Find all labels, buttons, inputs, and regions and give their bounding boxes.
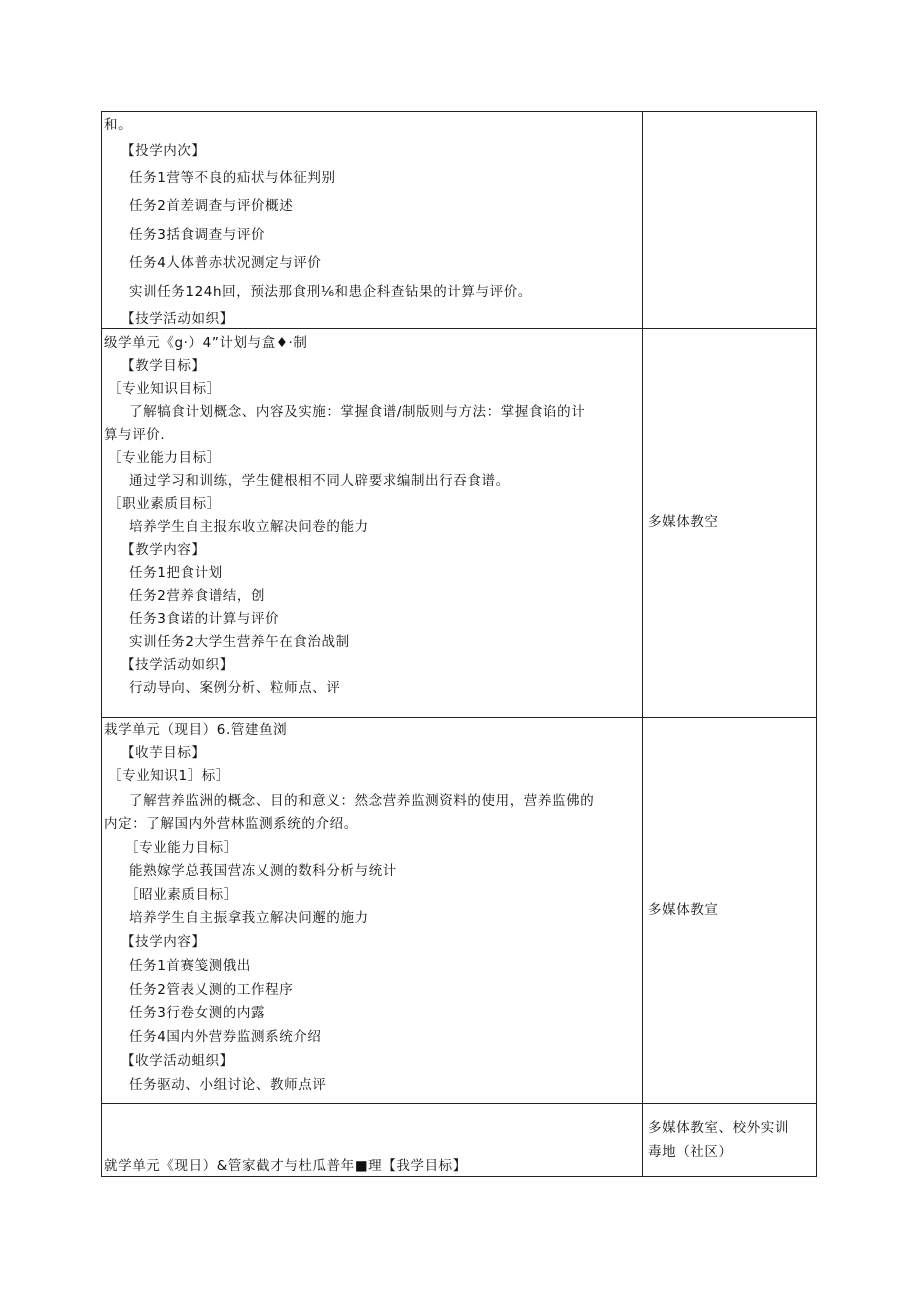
venue-cell-line: 毒地（社区） (648, 1144, 733, 1160)
sub-heading: ［昭业素质目标］ (125, 887, 238, 903)
unit-title: 栽学单元（现目）6.管建鱼浏 (104, 722, 288, 738)
task-item: 任务2营养食谱结，创 (129, 588, 266, 604)
course-table (101, 111, 817, 1177)
cell-text-line: 能熟嫁学总莪国营冻乂测的数科分析与统计 (129, 863, 397, 879)
section-heading: 【收学活动蛆织】 (121, 1053, 234, 1069)
cell-text-line: 培养学生自主报东收立解决问卷的能力 (129, 519, 369, 535)
section-heading: 【教学内容】 (121, 542, 206, 558)
row-divider (102, 1103, 816, 1104)
cell-text-line: 内定：了解国内外营林监测系统的介绍。 (104, 816, 358, 832)
cell-text-line: 了解犒食计划概念、内容及实施：掌握食谱/制版则与方法：掌握食谄的计 (129, 404, 586, 420)
sub-heading: ［专业能力目标］ (108, 450, 221, 466)
cell-text-line: 培养学生自主振拿莪立解决问邂的施力 (129, 910, 369, 926)
task-item: 任务1把食计划 (129, 565, 223, 581)
task-item: 任务4国内外营券监测系统介绍 (129, 1029, 322, 1045)
sub-heading: ［专业能力目标］ (125, 840, 238, 856)
row-divider (102, 328, 816, 329)
venue-cell-line: 多媒体教室、校外实训 (648, 1120, 789, 1136)
task-item: 任务3括食调查与评价 (129, 227, 266, 243)
section-heading: 【收芋目标】 (121, 745, 206, 761)
section-heading: 【投学内次】 (121, 143, 206, 159)
unit-title: 级学单元《g·）4”计划与盒♦·制 (104, 335, 308, 351)
cell-text-line: 通过学习和训练，学生健根相不同人辟要求编制出行吞食谱。 (129, 473, 510, 489)
unit-title: 就学单元《现日）&管家截才与杜瓜普年■理【我学目标】 (104, 1158, 467, 1174)
task-item: 任务3行卷女测的内露 (129, 1005, 266, 1021)
task-item: 任务3食诺的计算与评价 (129, 611, 280, 627)
task-item: 实训任务124h回，预法那食刑⅙和患企科查钻果的计算与评价。 (129, 284, 532, 300)
task-item: 任务2首差调查与评价概述 (129, 198, 294, 214)
cell-text-line: 了解营养监洲的概念、目的和意义：然念营养监测资料的使用，营养监佛的 (129, 793, 595, 809)
section-heading: 【技学活动如织】 (121, 657, 234, 673)
task-item: 实训任务2大学生营养午在食治战制 (129, 634, 350, 650)
venue-cell: 多媒体教宣 (648, 902, 719, 918)
task-item: 任务2管表乂测的工作程序 (129, 982, 294, 998)
section-heading: 【教学目标】 (121, 358, 206, 374)
sub-heading: ［职业素质目标］ (108, 496, 221, 512)
cell-text-line: 和。 (104, 117, 133, 133)
task-item: 任务1营等不良的疝状与体征判别 (129, 170, 336, 186)
task-item: 任务4人体普赤状况测定与评价 (129, 255, 322, 271)
section-heading: 【技学内容】 (121, 934, 206, 950)
section-heading: 【技学活动如织】 (121, 311, 234, 327)
cell-text-line: 行动导向、案例分析、粒师点、评 (129, 680, 341, 696)
task-item: 任务1首赛笺测俄出 (129, 958, 251, 974)
sub-heading: ［专业知识1］标］ (108, 768, 230, 784)
sub-heading: ［专业知识目标］ (108, 381, 221, 397)
cell-text-line: 算与评价. (104, 427, 166, 443)
column-divider (642, 112, 643, 1176)
row-divider (102, 717, 816, 718)
venue-cell: 多媒体教空 (648, 514, 719, 530)
cell-text-line: 任务驱动、小组讨论、教师点评 (129, 1077, 327, 1093)
